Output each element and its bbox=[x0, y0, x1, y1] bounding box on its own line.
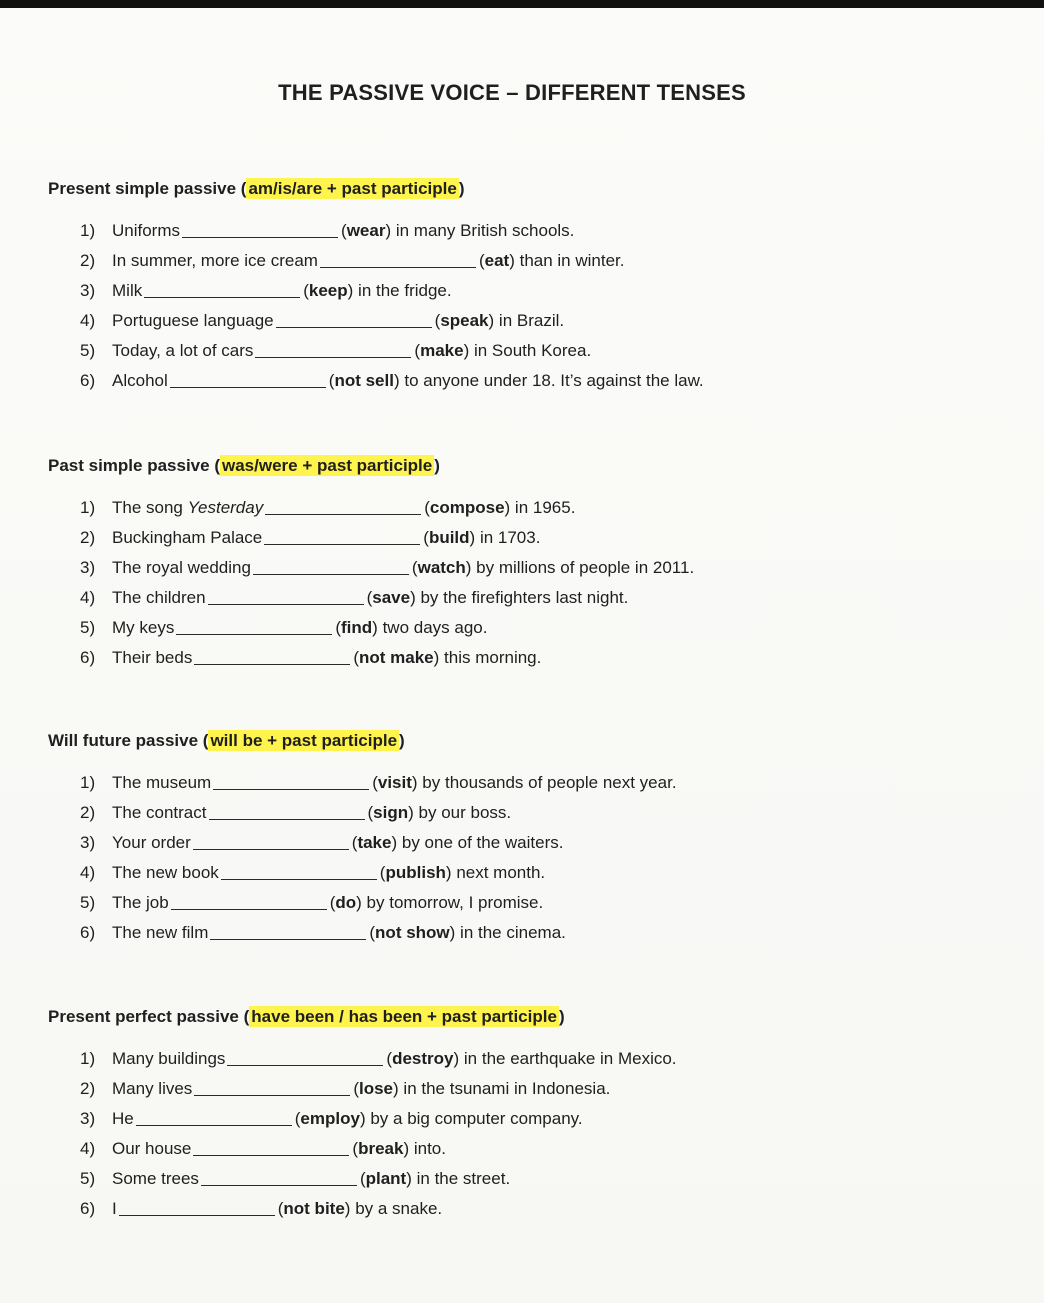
exercise-section bbox=[48, 453, 1008, 673]
answer-blank[interactable] bbox=[320, 249, 476, 268]
item-number: 5) bbox=[80, 341, 96, 360]
sentence-end: in 1703. bbox=[475, 528, 541, 547]
verb-open-paren: ( bbox=[434, 311, 441, 330]
exercise-item bbox=[48, 918, 1008, 948]
formula-close-paren: ) bbox=[399, 731, 405, 750]
answer-blank[interactable] bbox=[171, 891, 327, 910]
exercise-item bbox=[48, 493, 1008, 523]
answer-blank[interactable] bbox=[201, 1167, 357, 1186]
answer-blank[interactable] bbox=[264, 526, 420, 545]
section-heading-label: Present simple passive bbox=[48, 179, 241, 198]
verb-hint: sign bbox=[373, 803, 409, 822]
sentence-start: The new book bbox=[112, 863, 219, 882]
verb-open-paren: ( bbox=[367, 803, 374, 822]
sentence-start: Buckingham Palace bbox=[112, 528, 263, 547]
sentence-start: Milk bbox=[112, 281, 143, 300]
exercise-item bbox=[48, 858, 1008, 888]
verb-open-paren: ( bbox=[372, 773, 378, 792]
verb-hint: take bbox=[357, 833, 392, 852]
answer-blank[interactable] bbox=[136, 1107, 292, 1126]
sentence-start: Uniforms bbox=[112, 221, 181, 240]
verb-hint: plant bbox=[365, 1169, 407, 1188]
exercise-item bbox=[48, 276, 1008, 306]
answer-blank[interactable] bbox=[193, 831, 349, 850]
verb-close-paren: ) bbox=[356, 893, 362, 912]
top-bar bbox=[0, 0, 1044, 8]
answer-blank[interactable] bbox=[210, 921, 366, 940]
exercise-item bbox=[48, 216, 1008, 246]
verb-hint: not make bbox=[359, 648, 434, 667]
verb-close-paren: ) bbox=[406, 1169, 412, 1188]
item-number: 6) bbox=[80, 648, 96, 667]
verb-hint: not show bbox=[375, 923, 450, 942]
answer-blank[interactable] bbox=[209, 801, 365, 820]
verb-close-paren: ) bbox=[465, 558, 472, 577]
sentence-end: into. bbox=[409, 1139, 446, 1158]
verb-close-paren: ) bbox=[504, 498, 511, 517]
answer-blank[interactable] bbox=[119, 1197, 275, 1216]
verb-open-paren: ( bbox=[369, 923, 376, 942]
formula-close-paren: ) bbox=[458, 179, 465, 198]
verb-open-paren: ( bbox=[328, 371, 335, 390]
section-heading bbox=[48, 1004, 1008, 1030]
sentence-end: in the cinema. bbox=[455, 923, 566, 942]
sentence-start: Our house bbox=[112, 1139, 192, 1158]
sentence-end: in the tsunami in Indonesia. bbox=[398, 1079, 611, 1098]
sentence-end: by the firefighters last night. bbox=[415, 588, 629, 607]
verb-close-paren: ) bbox=[449, 923, 456, 942]
item-number: 5) bbox=[80, 893, 96, 912]
item-number: 1) bbox=[80, 498, 96, 517]
verb-hint: find bbox=[341, 618, 373, 637]
answer-blank[interactable] bbox=[176, 616, 332, 635]
verb-close-paren: ) bbox=[403, 1139, 410, 1158]
formula-close-paren: ) bbox=[434, 456, 440, 475]
verb-open-paren: ( bbox=[379, 863, 386, 882]
sentence-start: The museum bbox=[112, 773, 212, 792]
exercise-list bbox=[48, 1044, 1008, 1224]
verb-open-paren: ( bbox=[277, 1199, 284, 1218]
sentence-start: Portuguese language bbox=[112, 311, 274, 330]
item-number: 4) bbox=[80, 1139, 96, 1158]
exercise-item bbox=[48, 553, 1008, 583]
verb-hint: watch bbox=[417, 558, 466, 577]
sentence-end: by tomorrow, I promise. bbox=[361, 893, 544, 912]
verb-open-paren: ( bbox=[386, 1049, 393, 1068]
verb-hint: lose bbox=[358, 1079, 394, 1098]
item-number: 5) bbox=[80, 618, 96, 637]
sentence-end: in 1965. bbox=[510, 498, 576, 517]
verb-open-paren: ( bbox=[411, 558, 418, 577]
verb-hint: compose bbox=[429, 498, 505, 517]
verb-close-paren: ) bbox=[411, 773, 418, 792]
page-title: THE PASSIVE VOICE – DIFFERENT TENSES bbox=[278, 80, 746, 105]
sentence-end: in the fridge. bbox=[353, 281, 452, 300]
exercise-item bbox=[48, 583, 1008, 613]
item-number: 6) bbox=[80, 371, 96, 390]
verb-open-paren: ( bbox=[366, 588, 373, 607]
answer-blank[interactable] bbox=[194, 646, 350, 665]
verb-hint: break bbox=[358, 1139, 404, 1158]
verb-open-paren: ( bbox=[423, 528, 429, 547]
exercise-item bbox=[48, 366, 1008, 396]
sentence-end: by a snake. bbox=[350, 1199, 443, 1218]
item-number: 3) bbox=[80, 281, 96, 300]
sentence-start: The royal wedding bbox=[112, 558, 251, 577]
sentence-start: In summer, more ice cream bbox=[112, 251, 318, 270]
exercise-item bbox=[48, 828, 1008, 858]
sentence-start: The children bbox=[112, 588, 206, 607]
answer-blank[interactable] bbox=[144, 279, 300, 298]
formula-close-paren: ) bbox=[558, 1007, 565, 1026]
exercise-section bbox=[48, 728, 1008, 948]
verb-close-paren: ) bbox=[344, 1199, 351, 1218]
sentence-end: two days ago. bbox=[377, 618, 488, 637]
verb-open-paren: ( bbox=[352, 1139, 359, 1158]
verb-close-paren: ) bbox=[347, 281, 354, 300]
exercise-section bbox=[48, 176, 1008, 396]
sentence-start: The new film bbox=[112, 923, 209, 942]
exercise-section bbox=[48, 1004, 1008, 1224]
verb-close-paren: ) bbox=[408, 803, 414, 822]
item-number: 4) bbox=[80, 311, 96, 330]
verb-hint: make bbox=[420, 341, 464, 360]
verb-open-paren: ( bbox=[329, 893, 336, 912]
exercise-item bbox=[48, 306, 1008, 336]
formula-open-paren: ( bbox=[202, 731, 209, 750]
answer-blank[interactable] bbox=[193, 1137, 349, 1156]
sentence-end: in many British schools. bbox=[391, 221, 575, 240]
verb-hint: visit bbox=[377, 773, 412, 792]
item-number: 3) bbox=[80, 558, 96, 577]
verb-open-paren: ( bbox=[353, 1079, 359, 1098]
highlighted-formula: am/is/are + past participle bbox=[248, 179, 457, 198]
formula-open-paren: ( bbox=[240, 179, 247, 198]
verb-close-paren: ) bbox=[385, 221, 392, 240]
verb-open-paren: ( bbox=[294, 1109, 301, 1128]
verb-close-paren: ) bbox=[445, 863, 452, 882]
section-heading-label: Present perfect passive bbox=[48, 1007, 244, 1026]
sentence-start: The song bbox=[112, 498, 188, 517]
sentence-start: I bbox=[112, 1199, 117, 1218]
sentence-end: in South Korea. bbox=[469, 341, 592, 360]
verb-hint: build bbox=[428, 528, 470, 547]
item-number: 3) bbox=[80, 833, 96, 852]
answer-blank[interactable] bbox=[221, 861, 377, 880]
verb-close-paren: ) bbox=[433, 648, 440, 667]
answer-blank[interactable] bbox=[170, 369, 326, 388]
sentence-end: next month. bbox=[451, 863, 546, 882]
sentence-start: The job bbox=[112, 893, 169, 912]
song-title: Yesterday bbox=[187, 498, 264, 517]
verb-open-paren: ( bbox=[359, 1169, 366, 1188]
exercise-item bbox=[48, 246, 1008, 276]
sentence-end: to anyone under 18. It’s against the law. bbox=[399, 371, 704, 390]
answer-blank[interactable] bbox=[255, 339, 411, 358]
item-number: 1) bbox=[80, 221, 96, 240]
item-number: 2) bbox=[80, 251, 96, 270]
verb-open-paren: ( bbox=[478, 251, 485, 270]
answer-blank[interactable] bbox=[265, 496, 421, 515]
verb-open-paren: ( bbox=[353, 648, 359, 667]
sentence-start: The contract bbox=[112, 803, 207, 822]
sentence-start: He bbox=[112, 1109, 134, 1128]
answer-blank[interactable] bbox=[213, 771, 369, 790]
formula-open-paren: ( bbox=[214, 456, 220, 475]
exercise-item bbox=[48, 643, 1008, 673]
item-number: 4) bbox=[80, 863, 96, 882]
formula-open-paren: ( bbox=[243, 1007, 250, 1026]
sentence-end: by a big computer company. bbox=[365, 1109, 583, 1128]
answer-blank[interactable] bbox=[194, 1077, 350, 1096]
sentence-start: Today, a lot of cars bbox=[112, 341, 254, 360]
highlighted-formula: have been / has been + past participle bbox=[251, 1007, 557, 1026]
verb-hint: do bbox=[335, 893, 357, 912]
verb-hint: not sell bbox=[334, 371, 394, 390]
highlighted-formula: was/were + past participle bbox=[222, 456, 433, 475]
verb-hint: eat bbox=[484, 251, 510, 270]
verb-close-paren: ) bbox=[393, 371, 400, 390]
verb-open-paren: ( bbox=[424, 498, 430, 517]
section-heading-label: Will future passive bbox=[48, 731, 203, 750]
item-number: 1) bbox=[80, 773, 96, 792]
verb-close-paren: ) bbox=[453, 1049, 460, 1068]
answer-blank[interactable] bbox=[227, 1047, 383, 1066]
exercise-item bbox=[48, 1104, 1008, 1134]
item-number: 3) bbox=[80, 1109, 96, 1128]
verb-close-paren: ) bbox=[509, 251, 515, 270]
section-heading bbox=[48, 728, 1008, 754]
sentence-start: Many buildings bbox=[112, 1049, 226, 1068]
exercise-item bbox=[48, 523, 1008, 553]
verb-hint: save bbox=[372, 588, 411, 607]
answer-blank[interactable] bbox=[208, 586, 364, 605]
verb-hint: publish bbox=[385, 863, 446, 882]
sentence-start: Their beds bbox=[112, 648, 193, 667]
sentence-start: Alcohol bbox=[112, 371, 168, 390]
exercise-list bbox=[48, 216, 1008, 396]
sentence-end: in Brazil. bbox=[494, 311, 565, 330]
sentence-end: by one of the waiters. bbox=[397, 833, 564, 852]
sentence-end: in the street. bbox=[411, 1169, 511, 1188]
item-number: 5) bbox=[80, 1169, 96, 1188]
verb-open-paren: ( bbox=[414, 341, 421, 360]
verb-hint: speak bbox=[440, 311, 489, 330]
verb-open-paren: ( bbox=[351, 833, 358, 852]
verb-close-paren: ) bbox=[410, 588, 416, 607]
sentence-end: by millions of people in 2011. bbox=[471, 558, 695, 577]
section-heading-label: Past simple passive bbox=[48, 456, 215, 475]
answer-blank[interactable] bbox=[253, 556, 409, 575]
verb-close-paren: ) bbox=[488, 311, 495, 330]
exercise-item bbox=[48, 798, 1008, 828]
exercise-item bbox=[48, 1134, 1008, 1164]
exercise-item bbox=[48, 1194, 1008, 1224]
item-number: 4) bbox=[80, 588, 96, 607]
item-number: 1) bbox=[80, 1049, 96, 1068]
item-number: 2) bbox=[80, 1079, 96, 1098]
verb-hint: wear bbox=[346, 221, 386, 240]
sentence-start: Some trees bbox=[112, 1169, 199, 1188]
exercise-item bbox=[48, 1044, 1008, 1074]
item-number: 6) bbox=[80, 923, 96, 942]
sentence-start: My keys bbox=[112, 618, 175, 637]
exercise-list bbox=[48, 768, 1008, 948]
exercise-item bbox=[48, 336, 1008, 366]
exercise-item bbox=[48, 613, 1008, 643]
verb-close-paren: ) bbox=[391, 833, 398, 852]
exercise-item bbox=[48, 1074, 1008, 1104]
verb-hint: keep bbox=[308, 281, 348, 300]
sentence-end: by thousands of people next year. bbox=[417, 773, 677, 792]
sentence-end: this morning. bbox=[439, 648, 542, 667]
exercise-list bbox=[48, 493, 1008, 673]
sentence-end: by our boss. bbox=[413, 803, 512, 822]
verb-close-paren: ) bbox=[359, 1109, 366, 1128]
verb-open-paren: ( bbox=[303, 281, 309, 300]
verb-close-paren: ) bbox=[469, 528, 476, 547]
answer-blank[interactable] bbox=[182, 219, 338, 238]
exercise-item bbox=[48, 1164, 1008, 1194]
verb-hint: employ bbox=[300, 1109, 360, 1128]
verb-close-paren: ) bbox=[372, 618, 378, 637]
verb-open-paren: ( bbox=[335, 618, 342, 637]
verb-open-paren: ( bbox=[341, 221, 347, 240]
answer-blank[interactable] bbox=[276, 309, 432, 328]
highlighted-formula: will be + past participle bbox=[210, 731, 398, 750]
exercise-item bbox=[48, 888, 1008, 918]
section-heading bbox=[48, 176, 1008, 202]
item-number: 2) bbox=[80, 803, 96, 822]
verb-close-paren: ) bbox=[463, 341, 470, 360]
item-number: 2) bbox=[80, 528, 96, 547]
sentence-start: Your order bbox=[112, 833, 191, 852]
exercise-item bbox=[48, 768, 1008, 798]
item-number: 6) bbox=[80, 1199, 96, 1218]
sentence-start: Many lives bbox=[112, 1079, 193, 1098]
sentence-end: in the earthquake in Mexico. bbox=[459, 1049, 677, 1068]
verb-hint: not bite bbox=[283, 1199, 345, 1218]
verb-hint: destroy bbox=[392, 1049, 454, 1068]
sentence-end: than in winter. bbox=[514, 251, 625, 270]
section-heading bbox=[48, 453, 1008, 479]
verb-close-paren: ) bbox=[393, 1079, 399, 1098]
